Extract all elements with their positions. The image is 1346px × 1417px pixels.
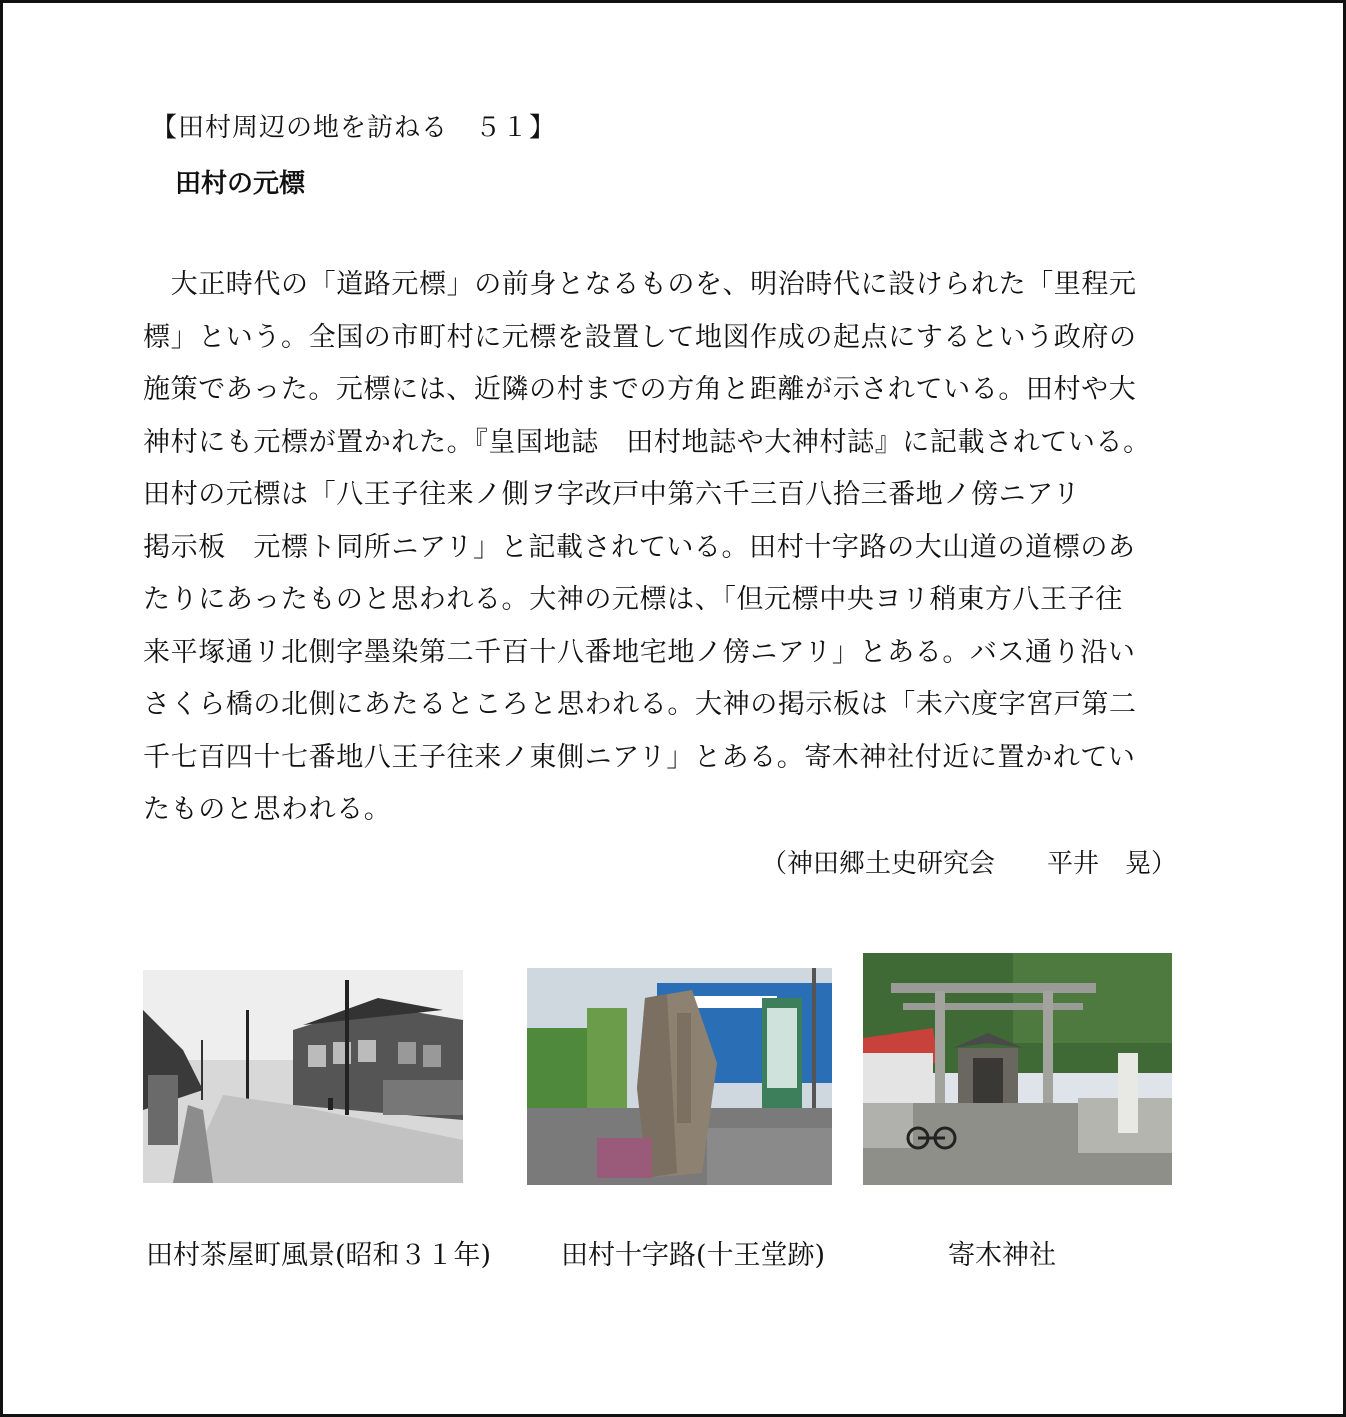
- body-line: 標」という。全国の市町村に元標を設置して地図作成の起点にするという政府の: [143, 321, 1137, 353]
- body-line: たものと思われる。: [143, 794, 392, 825]
- body-line: 掲示板 元標ト同所ニアリ」と記載されている。田村十字路の大山道の道標のあ: [143, 531, 1136, 563]
- article-body: [143, 265, 1223, 843]
- body-line: 田村の元標は「八王子往来ノ側ヲ字改戸中第六千三百八拾三番地ノ傍ニアリ: [143, 479, 1081, 510]
- photo-caption: 田村十字路(十王堂跡): [561, 1240, 826, 1271]
- shrine-photo: [863, 953, 1172, 1185]
- photo-caption: 寄木神社: [948, 1240, 1056, 1271]
- series-heading: 【田村周辺の地を訪ねる ５１】: [151, 113, 557, 143]
- article-title: 田村の元標: [175, 169, 306, 199]
- street-scene-photo: [143, 970, 463, 1183]
- body-line: 大正時代の「道路元標」の前身となるものを、明治時代に設けられた「里程元: [143, 269, 1137, 300]
- body-line: 神村にも元標が置かれた。『皇国地誌 田村地誌や大神村誌』に記載されている。: [143, 426, 1151, 458]
- body-line: さくら橋の北側にあたるところと思われる。大神の掲示板は「未六度字宮戸第二: [143, 689, 1137, 720]
- body-line: 千七百四十七番地八王子往来ノ東側ニアリ」とある。寄木神社付近に置かれてい: [143, 741, 1136, 773]
- photo-caption: 田村茶屋町風景(昭和３１年): [146, 1240, 492, 1271]
- body-line: 来平塚通リ北側字墨染第二千百十八番地宅地ノ傍ニアリ」とある。バス通り沿い: [143, 636, 1136, 668]
- stone-marker-photo: [527, 968, 832, 1185]
- body-line: 施策であった。元標には、近隣の村までの方角と距離が示されている。田村や大: [143, 374, 1137, 405]
- body-line: たりにあったものと思われる。大神の元標は、「但元標中央ヨリ稍東方八王子往: [143, 584, 1123, 615]
- author-credit: （神田郷土史研究会 平井 晃）: [761, 849, 1178, 879]
